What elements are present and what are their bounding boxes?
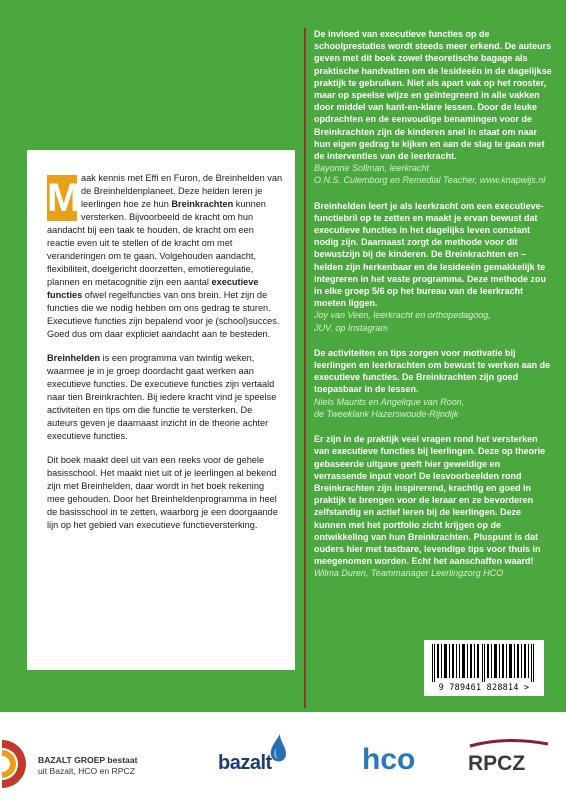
executieve-functies-term: executieve functies (47, 277, 259, 300)
testimonial-text: Er zijn in de praktijk veel vragen rond het versterken van executieve functies bij leerlingen. Deze op theorie gebaseerde uitgave geeft hier geweldige en verrassende input voor! De lesvoorbeelden rond Breinkrachten zijn inspirerend, krachtig en goed in praktijk te brengen voor de leraar en ze bevorderen zelfstandig en actief leren bij de leerlingen. Deze kunnen met het portfolio zicht krijgen op de ontwikkeling van hun Breinkrachten. Pluspunt is dat ouders hier met tastbare, levendige tips voor thuis in meegenomen worden. Echt het aanschaffen waard! (314, 434, 546, 567)
testimonial (314, 28, 552, 187)
svg-text:hco: hco (362, 743, 416, 776)
testimonial (314, 200, 552, 334)
intro-paragraph-2: Breinhelden is een programma van twintig weken, waarmee je in je groep doordacht gaat werken aan executieve functies. De executieve functies zijn vertaald naar tien Breinkrachten. Bij iedere kracht vind je speelse activiteiten en tips om die functie te versterken. De auteurs geven je daarnaast inzicht in de theorie achter executieve functies. (47, 353, 277, 441)
bazalt-groep-logo-icon (2, 736, 28, 792)
isbn-barcode (424, 640, 544, 696)
bazalt-groep-caption: BAZALT GROEP bestaat uit Bazalt, HCO en RPCZ (38, 755, 138, 776)
vertical-divider-line (304, 28, 306, 708)
intro-paragraph-3: Dit boek maakt deel uit van een reeks voor de gehele basisschool. Het maakt niet uit of je leerlingen al bekend zijn met Breinhelden, daar wordt in het boek rekening mee gehouden. Door het Breinheldenprogramma in heel de basisschool in te zetten, waarborg je een doorgaande lijn op het gebied van executieve functieversterking. (47, 455, 278, 530)
testimonials-column (314, 28, 552, 593)
testimonial-text: De activiteiten en tips zorgen voor motivatie bij leerlingen en leerkrachten om bewust te werken aan de executieve functies. De Breinkrachten zijn goed toepasbaar in de lessen. (314, 347, 551, 395)
testimonial-author: Bayonne Sollman, leerkracht (314, 163, 430, 174)
barcode-icon (430, 644, 538, 682)
drop-cap-letter: M (47, 176, 81, 220)
testimonial-text: De invloed van executieve functies op de schoolprestaties wordt steeds meer erkend. De auteurs geven met dit boek zowel theoretische bagage als praktische handvatten om de lesideeën in de dagelijkse praktijk te gebruiken. Niet als apart vak op het rooster, maar op speelse wijze en geïntegreerd in alle vakken door middel van kant-en-klare lessen. Door de leuke opdrachten en de eenvoudige benamingen voor de Breinkrachten zijn de kinderen snel in staat om naar hun eigen gedrag te kijken en aan de slag te gaan met de interventies van de leerkracht. (314, 29, 552, 162)
breinhelden-term: Breinhelden (47, 353, 101, 363)
testimonial-author: Niels Maurits en Angelique van Roon, (314, 396, 465, 407)
intro-paragraph-1: M aak kennis met Effi en Furon, de Breinhelden van de Breinheldenplaneet. Deze helden leren je leerlingen hoe ze hun Breinkrachten kunnen versterken. Bijvoorbeeld de kracht om hun aandacht bij een taak te houden, de kracht om een reactie even uit te stellen of de kracht om met veranderingen om te gaan. Volgehouden aandacht, flexibiliteit, doelgericht doorzetten, emotieregulatie, plannen en metacognitie zijn een aantal executieve functies ofwel regelfuncties van ons brein. Het zijn de functies die we nodig hebben om ons gedrag te sturen. Executieve functies zijn bepalend voor je (school)succes. Goed dus om daar expliciet aandacht aan te besteden. (47, 173, 283, 339)
testimonial-author-role: de Tweeklank Hazerswoude-Rijndijk (314, 408, 459, 419)
testimonial-text: Breinhelden leert je als leerkracht om een executieve-functiebril op te zetten en maakt je ervan bewust dat executieve functies in het dagelijks leven constant nodig zijn. Daarnaast zorgt de methode voor dit bewustzijn bij de kinderen. De Breinkrachten en –helden zijn herkenbaar en de lesideeën gemakkelijk te integreren in het vaste programma. Deze methode zou in elke groep 5/6 op het bureau van de leerkracht moeten liggen. (314, 200, 547, 309)
testimonial-author: Joy van Veen, leerkracht en orthopedagoog, (314, 310, 491, 321)
intro-panel (27, 150, 295, 670)
bazalt-logo: bazalt (218, 752, 272, 774)
rpcz-logo: RPCZ (468, 752, 526, 775)
hco-logo (360, 738, 422, 778)
testimonial (314, 347, 552, 420)
isbn-number: 9 789461 828814 > (438, 682, 530, 692)
testimonial (314, 433, 552, 579)
breinkrachten-term: Breinkrachten (171, 199, 234, 209)
testimonial-author: Wilma Duren, Teammanager Leerlingzorg HCO (314, 568, 504, 579)
testimonial-author-role: O.N.S. Culemborg en Remedial Teacher, www.knapwijs.nl (314, 175, 546, 186)
testimonial-author-role: JUV. op Instagram (314, 322, 388, 333)
